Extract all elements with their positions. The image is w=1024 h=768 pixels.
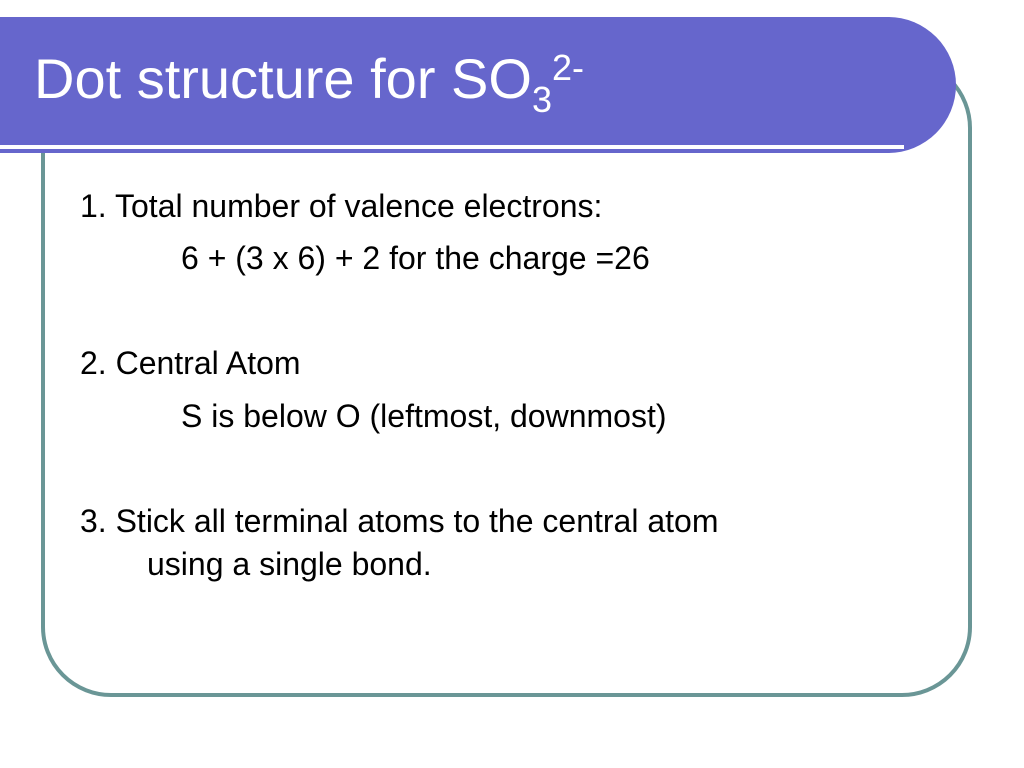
step-1-heading: 1. Total number of valence electrons: [80, 188, 603, 224]
slide-title-subscript: 3 [531, 79, 552, 120]
step-2-detail: S is below O (leftmost, downmost) [181, 398, 667, 434]
title-underline [0, 145, 904, 149]
step-3-continuation: using a single bond. [147, 546, 432, 582]
step-2-heading: 2. Central Atom [80, 345, 301, 381]
step-3-heading: 3. Stick all terminal atoms to the central atom [80, 503, 719, 539]
step-1-detail: 6 + (3 x 6) + 2 for the charge =26 [181, 240, 650, 276]
slide-title-text: Dot structure for SO [34, 47, 532, 110]
slide-title-superscript: 2- [551, 47, 584, 88]
slide-title [34, 44, 584, 121]
